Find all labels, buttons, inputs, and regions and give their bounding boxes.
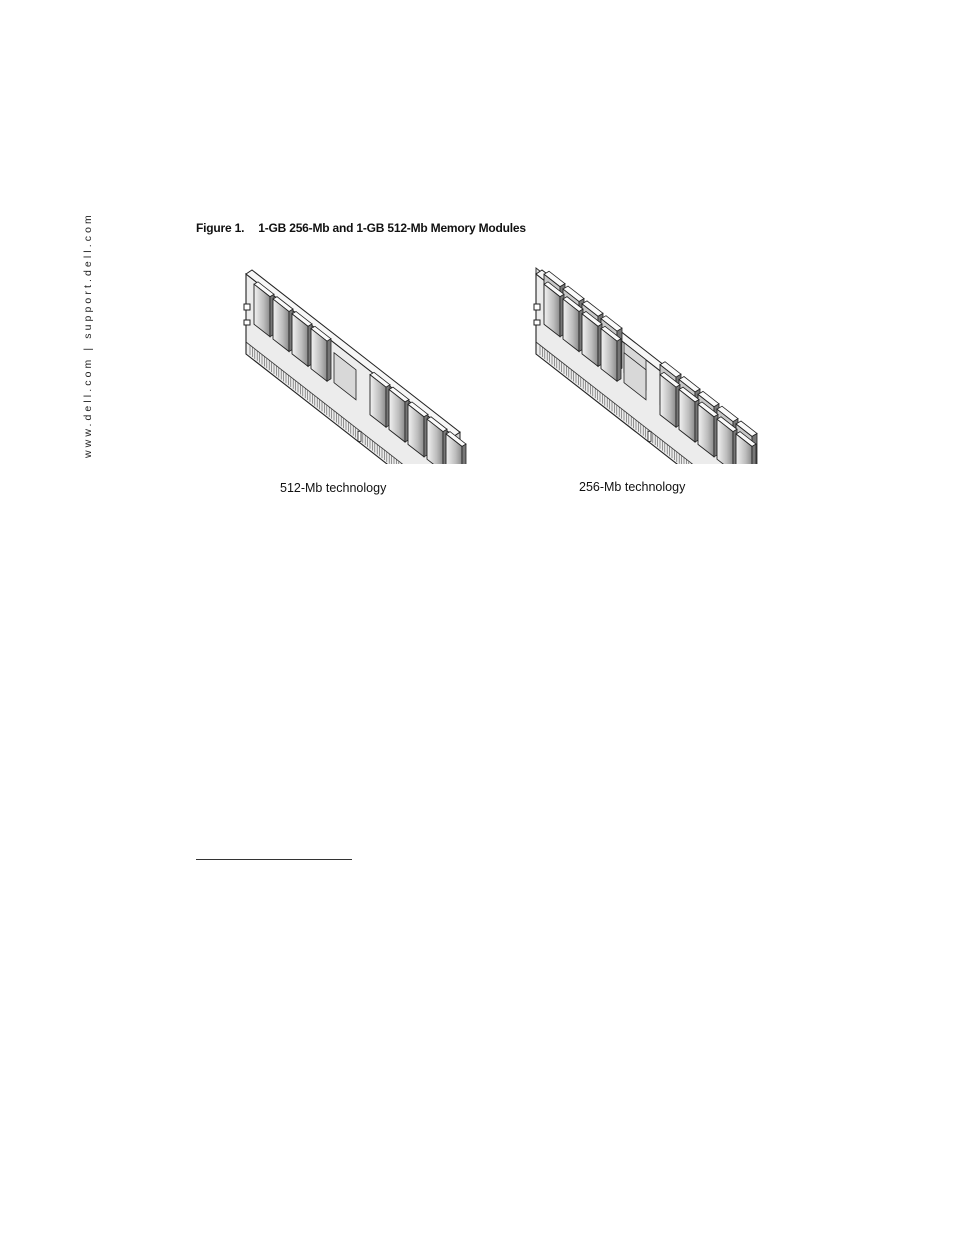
sidebar-url: www.dell.com | support.dell.com xyxy=(82,212,94,458)
figure-title-text: 1-GB 256-Mb and 1-GB 512-Mb Memory Modules xyxy=(258,221,526,235)
module-caption-512mb: 512-Mb technology xyxy=(280,481,387,495)
figure-number: Figure 1. xyxy=(196,221,245,235)
memory-module-512mb-illustration xyxy=(236,266,474,464)
module-caption-256mb: 256-Mb technology xyxy=(579,480,686,494)
figure-title xyxy=(196,221,526,235)
memory-module-256mb-illustration xyxy=(526,266,764,464)
footnote-divider xyxy=(196,859,352,860)
